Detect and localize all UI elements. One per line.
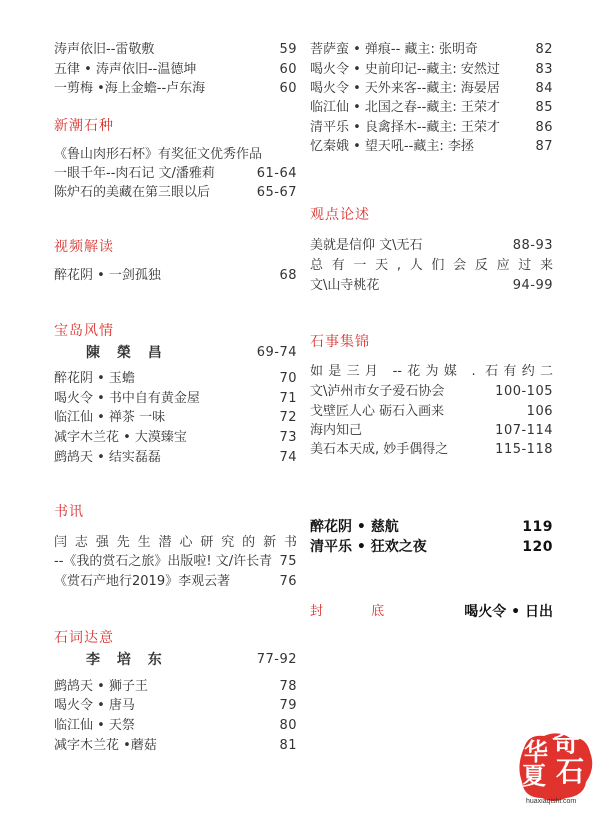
entry-title: 喝火令 • 唐马 <box>54 698 135 713</box>
toc-entry[interactable] <box>54 389 297 409</box>
toc-entry[interactable] <box>54 79 297 99</box>
back-cover-title[interactable]: 喝火令 • 日出 <box>464 604 553 620</box>
entry-page: 77-92 <box>256 652 297 667</box>
toc-entry[interactable] <box>54 736 297 756</box>
entry-page: 85 <box>535 100 553 115</box>
entry-page: 84 <box>535 81 553 96</box>
toc-entry[interactable] <box>310 402 553 422</box>
entry-page: 76 <box>279 574 297 589</box>
entry-page: 115-118 <box>495 442 553 457</box>
entry-title: 文\泸州市女子爱石协会 <box>310 384 445 399</box>
toc-entry[interactable] <box>310 276 553 296</box>
entry-title: 一剪梅 •海上金蟾--卢东海 <box>54 81 206 96</box>
section-heading-baodao: 宝岛风情 <box>54 323 114 339</box>
entry-title: 清平乐 • 良禽择木--藏主: 王荣才 <box>310 120 500 135</box>
entry-title: 文\山寺桃花 <box>310 278 380 293</box>
entry-title: 减字木兰花 • 大漠臻宝 <box>54 430 187 445</box>
entry-title: 海内知己 <box>310 423 363 438</box>
entry-page: 72 <box>279 410 297 425</box>
section-heading-xinchao: 新潮石种 <box>54 118 114 134</box>
entry-title: 喝火令 • 史前印记--藏主: 安然过 <box>310 62 500 77</box>
entry-title: 临江仙 • 北国之春--藏主: 王荣才 <box>310 100 500 115</box>
entry-page: 80 <box>279 718 297 733</box>
toc-entry[interactable] <box>54 552 297 572</box>
toc-entry[interactable] <box>54 60 297 80</box>
entry-page: 120 <box>522 539 553 555</box>
section-heading-guandian: 观点论述 <box>310 207 370 223</box>
toc-entry-bold[interactable] <box>310 517 553 537</box>
entry-page: 82 <box>535 42 553 57</box>
logo-char: 华 <box>524 737 548 766</box>
logo-char: 石 <box>556 755 585 788</box>
author-row[interactable] <box>54 343 297 363</box>
entry-title: 清平乐 • 狂欢之夜 <box>310 539 427 555</box>
entry-page: 75 <box>279 554 297 569</box>
entry-page: 71 <box>279 391 297 406</box>
entry-page: 88-93 <box>512 238 553 253</box>
entry-title: 临江仙 • 禅茶 一味 <box>54 410 166 425</box>
toc-entry[interactable]: 如是三月 --花为媒 . 石有约二 <box>310 364 553 379</box>
section-heading-shishi: 石事集锦 <box>310 334 370 350</box>
entry-page: 69-74 <box>256 345 297 360</box>
entry-title: 醉花阴 • 慈航 <box>310 519 399 535</box>
toc-entry[interactable] <box>310 60 553 80</box>
entry-title: 喝火令 • 书中自有黄金屋 <box>54 391 200 406</box>
entry-title: 临江仙 • 天祭 <box>54 718 135 733</box>
entry-page: 107-114 <box>495 423 553 438</box>
toc-entry[interactable] <box>54 716 297 736</box>
entry-title: 五律 • 涛声依旧--温德坤 <box>54 62 197 77</box>
entry-page: 106 <box>526 404 553 419</box>
entry-page: 100-105 <box>495 384 553 399</box>
entry-page: 87 <box>535 139 553 154</box>
logo-url: huaxiaqishi.com <box>526 798 577 805</box>
toc-entry[interactable] <box>54 369 297 389</box>
section-heading-shipin: 视频解读 <box>54 239 114 255</box>
entry-page: 83 <box>535 62 553 77</box>
entry-title: 减字木兰花 •蘑菇 <box>54 738 157 753</box>
entry-page: 68 <box>279 268 297 283</box>
entry-title: 美就是信仰 文\无石 <box>310 238 423 253</box>
toc-entry[interactable] <box>310 137 553 157</box>
toc-entry[interactable]: 闫志强先生潜心研究的新书 <box>54 535 297 550</box>
entry-page: 79 <box>279 698 297 713</box>
author-row[interactable] <box>54 650 297 670</box>
toc-entry[interactable] <box>310 40 553 60</box>
toc-entry[interactable] <box>54 266 297 286</box>
section-heading-shuxun: 书讯 <box>54 504 84 520</box>
entry-title: 一眼千年--肉石记 文/潘雅莉 <box>54 166 215 181</box>
toc-entry[interactable] <box>310 98 553 118</box>
entry-title: 鹧鸪天 • 结实磊磊 <box>54 450 161 465</box>
entry-page: 119 <box>522 519 553 535</box>
entry-page: 74 <box>279 450 297 465</box>
entry-title: 醉花阴 • 一剑孤独 <box>54 268 161 283</box>
toc-entry[interactable] <box>54 448 297 468</box>
toc-entry[interactable] <box>54 164 297 184</box>
entry-page: 61-64 <box>256 166 297 181</box>
entry-page: 70 <box>279 371 297 386</box>
entry-title: 鹧鸪天 • 狮子王 <box>54 679 148 694</box>
entry-title: 美石本天成, 妙手偶得之 <box>310 442 449 457</box>
toc-entry[interactable] <box>54 408 297 428</box>
toc-entry[interactable] <box>310 118 553 138</box>
back-cover-label: 封 底 <box>310 604 407 619</box>
entry-page: 78 <box>279 679 297 694</box>
entry-title: 醉花阴 • 玉蟾 <box>54 371 135 386</box>
toc-entry[interactable]: 总有一天,人们会反应过来 <box>310 258 553 273</box>
entry-page: 81 <box>279 738 297 753</box>
entry-title: 菩萨蛮 • 弹痕-- 藏主: 张明奇 <box>310 42 478 57</box>
toc-entry[interactable] <box>54 40 297 60</box>
entry-title: --《我的赏石之旅》出版啦! 文/许长青 <box>54 554 273 569</box>
toc-entry[interactable] <box>54 183 297 203</box>
toc-entry[interactable] <box>54 572 297 592</box>
toc-entry[interactable] <box>310 382 553 402</box>
entry-page: 73 <box>279 430 297 445</box>
toc-entry[interactable] <box>54 428 297 448</box>
entry-title: 喝火令 • 天外来客--藏主: 海晏居 <box>310 81 500 96</box>
toc-entry[interactable] <box>54 145 297 165</box>
logo-char: 奇 <box>552 725 581 758</box>
author-name: 李 培 东 <box>86 652 168 668</box>
toc-entry[interactable] <box>54 677 297 697</box>
toc-entry[interactable] <box>310 421 553 441</box>
entry-page: 94-99 <box>512 278 553 293</box>
toc-entry[interactable] <box>310 440 553 460</box>
entry-title: 忆秦娥 • 望天吼--藏主: 李拯 <box>310 139 474 154</box>
entry-page: 60 <box>279 62 297 77</box>
section-heading-shici: 石词达意 <box>54 630 114 646</box>
toc-entry[interactable] <box>54 696 297 716</box>
toc-entry-bold[interactable] <box>310 537 553 557</box>
entry-page: 59 <box>279 42 297 57</box>
entry-page: 65-67 <box>256 185 297 200</box>
entry-title: 陈炉石的美藏在第三眼以后 <box>54 185 211 200</box>
toc-entry[interactable] <box>310 79 553 99</box>
entry-title: 《鲁山肉形石杯》有奖征文优秀作品 <box>54 147 263 162</box>
toc-entry[interactable] <box>310 236 553 256</box>
entry-page: 86 <box>535 120 553 135</box>
entry-title: 《赏石产地行2019》李观云著 <box>54 574 231 589</box>
entry-page: 60 <box>279 81 297 96</box>
entry-title: 戈壁匠人心 砺石入画来 <box>310 404 445 419</box>
entry-title: 涛声依旧--雷敬敷 <box>54 42 155 57</box>
logo-char: 夏 <box>522 761 546 790</box>
author-name: 陳 榮 昌 <box>86 345 168 361</box>
